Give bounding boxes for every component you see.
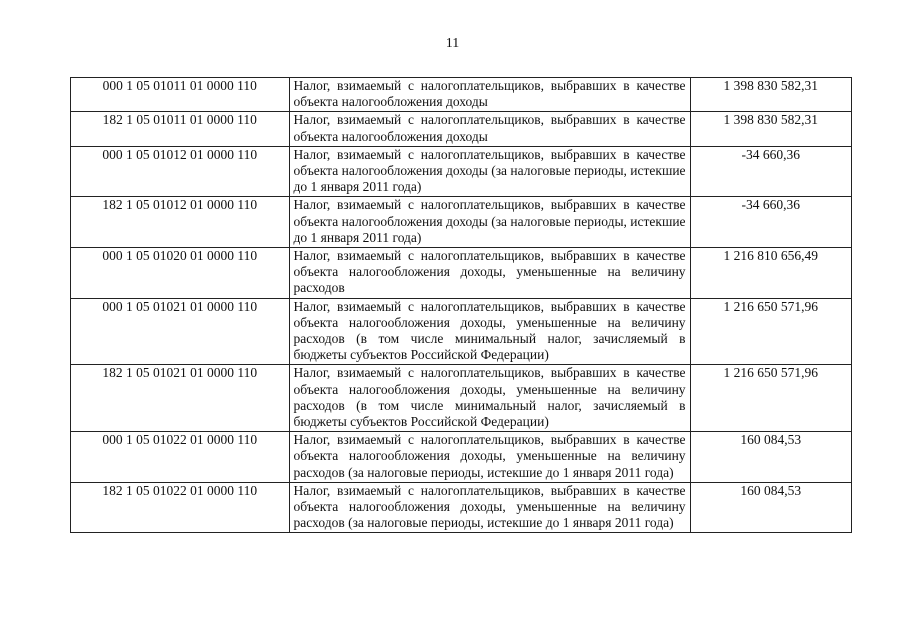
row-amount: -34 660,36 xyxy=(690,146,851,197)
row-code: 000 1 05 01012 01 0000 110 xyxy=(71,146,290,197)
row-code: 000 1 05 01022 01 0000 110 xyxy=(71,432,290,483)
row-name: Налог, взимаемый с налогоплательщиков, выбравших в качестве объекта налогообложения доходы xyxy=(289,78,690,112)
row-name: Налог, взимаемый с налогоплательщиков, выбравших в качестве объекта налогообложения доходы (за налоговые периоды, истекшие до 1 января 2011 года) xyxy=(289,146,690,197)
row-amount: -34 660,36 xyxy=(690,197,851,248)
row-code: 000 1 05 01011 01 0000 110 xyxy=(71,78,290,112)
row-name: Налог, взимаемый с налогоплательщиков, выбравших в качестве объекта налогообложения доходы, уменьшенные на величину расходов xyxy=(289,248,690,299)
table-row xyxy=(71,146,852,197)
budget-table-body xyxy=(71,78,852,533)
row-amount: 1 398 830 582,31 xyxy=(690,112,851,146)
row-amount: 1 398 830 582,31 xyxy=(690,78,851,112)
row-name: Налог, взимаемый с налогоплательщиков, выбравших в качестве объекта налогообложения доходы, уменьшенные на величину расходов (в том числе минимальный налог, зачисляемый в бюджеты субъектов Российской Федерации) xyxy=(289,298,690,365)
row-name: Налог, взимаемый с налогоплательщиков, выбравших в качестве объекта налогообложения доходы, уменьшенные на величину расходов (в том числе минимальный налог, зачисляемый в бюджеты субъектов Российской Федерации) xyxy=(289,365,690,432)
row-code: 182 1 05 01011 01 0000 110 xyxy=(71,112,290,146)
table-row xyxy=(71,432,852,483)
row-amount: 160 084,53 xyxy=(690,432,851,483)
row-amount: 1 216 810 656,49 xyxy=(690,248,851,299)
row-code: 182 1 05 01022 01 0000 110 xyxy=(71,482,290,533)
row-code: 182 1 05 01012 01 0000 110 xyxy=(71,197,290,248)
page-number: 11 xyxy=(445,36,460,51)
table-row xyxy=(71,78,852,112)
row-code: 000 1 05 01020 01 0000 110 xyxy=(71,248,290,299)
row-amount: 1 216 650 571,96 xyxy=(690,298,851,365)
row-name: Налог, взимаемый с налогоплательщиков, выбравших в качестве объекта налогообложения доходы xyxy=(289,112,690,146)
row-code: 182 1 05 01021 01 0000 110 xyxy=(71,365,290,432)
table-row xyxy=(71,112,852,146)
table-row xyxy=(71,248,852,299)
table-row xyxy=(71,482,852,533)
row-name: Налог, взимаемый с налогоплательщиков, выбравших в качестве объекта налогообложения доходы, уменьшенные на величину расходов (за налоговые периоды, истекшие до 1 января 2011 года) xyxy=(289,432,690,483)
row-code: 000 1 05 01021 01 0000 110 xyxy=(71,298,290,365)
budget-table xyxy=(70,77,852,533)
row-name: Налог, взимаемый с налогоплательщиков, выбравших в качестве объекта налогообложения доходы, уменьшенные на величину расходов (за налоговые периоды, истекшие до 1 января 2011 года) xyxy=(289,482,690,533)
table-row xyxy=(71,197,852,248)
row-amount: 1 216 650 571,96 xyxy=(690,365,851,432)
table-row xyxy=(71,365,852,432)
row-name: Налог, взимаемый с налогоплательщиков, выбравших в качестве объекта налогообложения доходы (за налоговые периоды, истекшие до 1 января 2011 года) xyxy=(289,197,690,248)
row-amount: 160 084,53 xyxy=(690,482,851,533)
table-row xyxy=(71,298,852,365)
